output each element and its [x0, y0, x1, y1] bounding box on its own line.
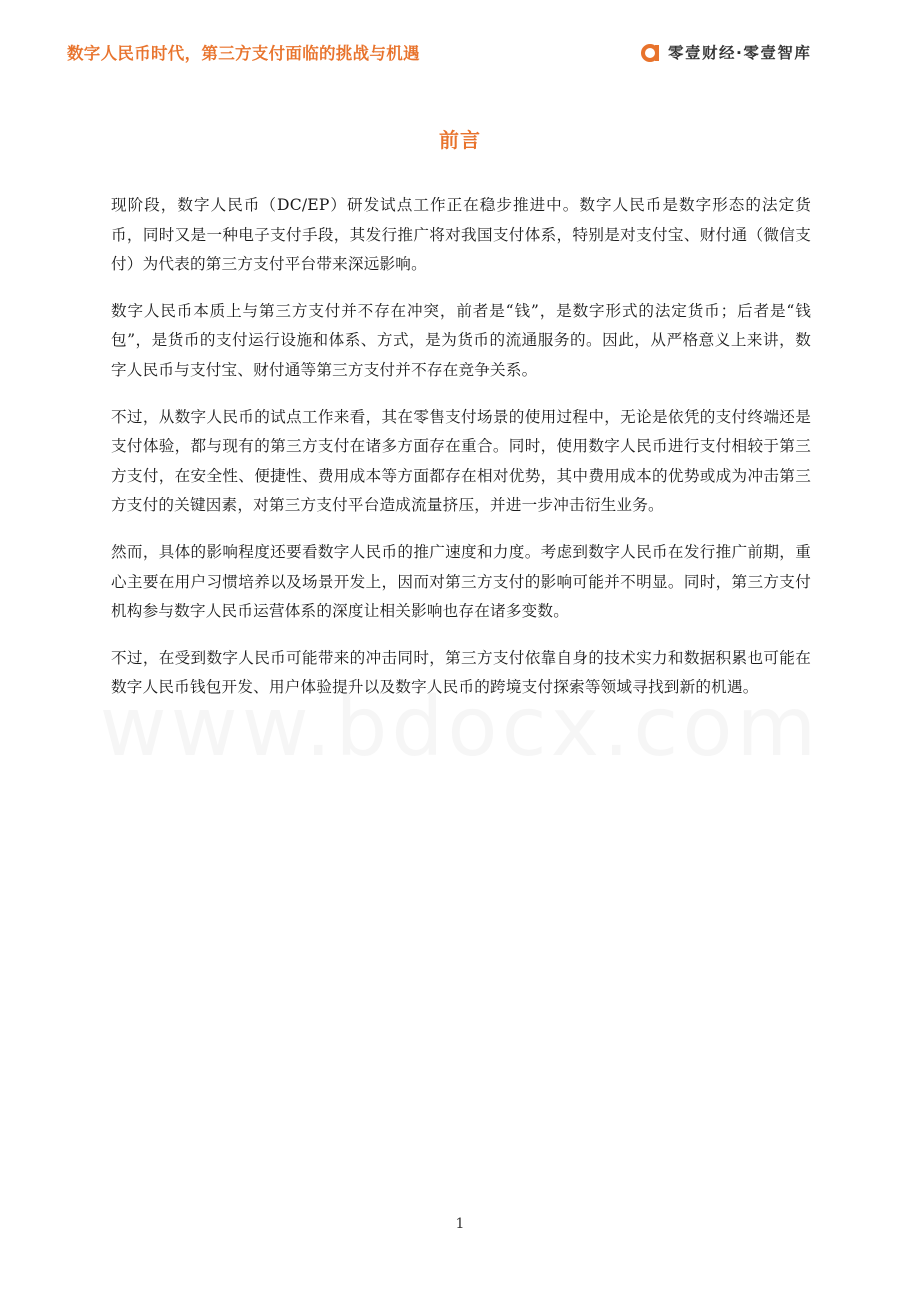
page-number: 1	[455, 1216, 465, 1232]
section-title: 前言	[439, 128, 481, 152]
brand-a-logo-icon	[640, 41, 662, 63]
brand-name: 零壹财经·零壹智库	[668, 44, 812, 62]
header-title: 数字人民币时代，第三方支付面临的挑战与机遇	[67, 44, 420, 63]
paragraph-1: 现阶段，数字人民币（DC/EP）研发试点工作正在稳步推进中。数字人民币是数字形态的法定货币，同时又是一种电子支付手段，其发行推广将对我国支付体系，特别是对支付宝、财付通（微信支付）为代表的第三方支付平台带来深远影响。	[111, 196, 811, 274]
paragraph-5: 不过，在受到数字人民币可能带来的冲击同时，第三方支付依靠自身的技术实力和数据积累也可能在数字人民币钱包开发、用户体验提升以及数字人民币的跨境支付探索等领域寻找到新的机遇。	[111, 648, 811, 697]
paragraph-4: 然而，具体的影响程度还要看数字人民币的推广速度和力度。考虑到数字人民币在发行推广前期，重心主要在用户习惯培养以及场景开发上，因而对第三方支付的影响可能并不明显。同时，第三方支付机构参与数字人民币运营体系的深度让相关影响也存在诸多变数。	[111, 542, 811, 621]
paragraph-3: 不过，从数字人民币的试点工作来看，其在零售支付场景的使用过程中，无论是依凭的支付终端还是支付体验，都与现有的第三方支付在诸多方面存在重合。同时，使用数字人民币进行支付相较于第三方支付，在安全性、便捷性、费用成本等方面都存在相对优势，其中费用成本的优势或成为冲击第三方支付的关键因素，对第三方支付平台造成流量挤压，并进一步冲击衍生业务。	[111, 407, 811, 515]
body-text	[111, 191, 811, 720]
page-header	[0, 0, 920, 80]
brand	[640, 40, 811, 64]
paragraph-2: 数字人民币本质上与第三方支付并不存在冲突，前者是“钱”，是数字形式的法定货币；后者是“钱包”，是货币的支付运行设施和体系、方式，是为货币的流通服务的。因此，从严格意义上来讲，数字人民币与支付宝、财付通等第三方支付并不存在竞争关系。	[111, 301, 811, 379]
